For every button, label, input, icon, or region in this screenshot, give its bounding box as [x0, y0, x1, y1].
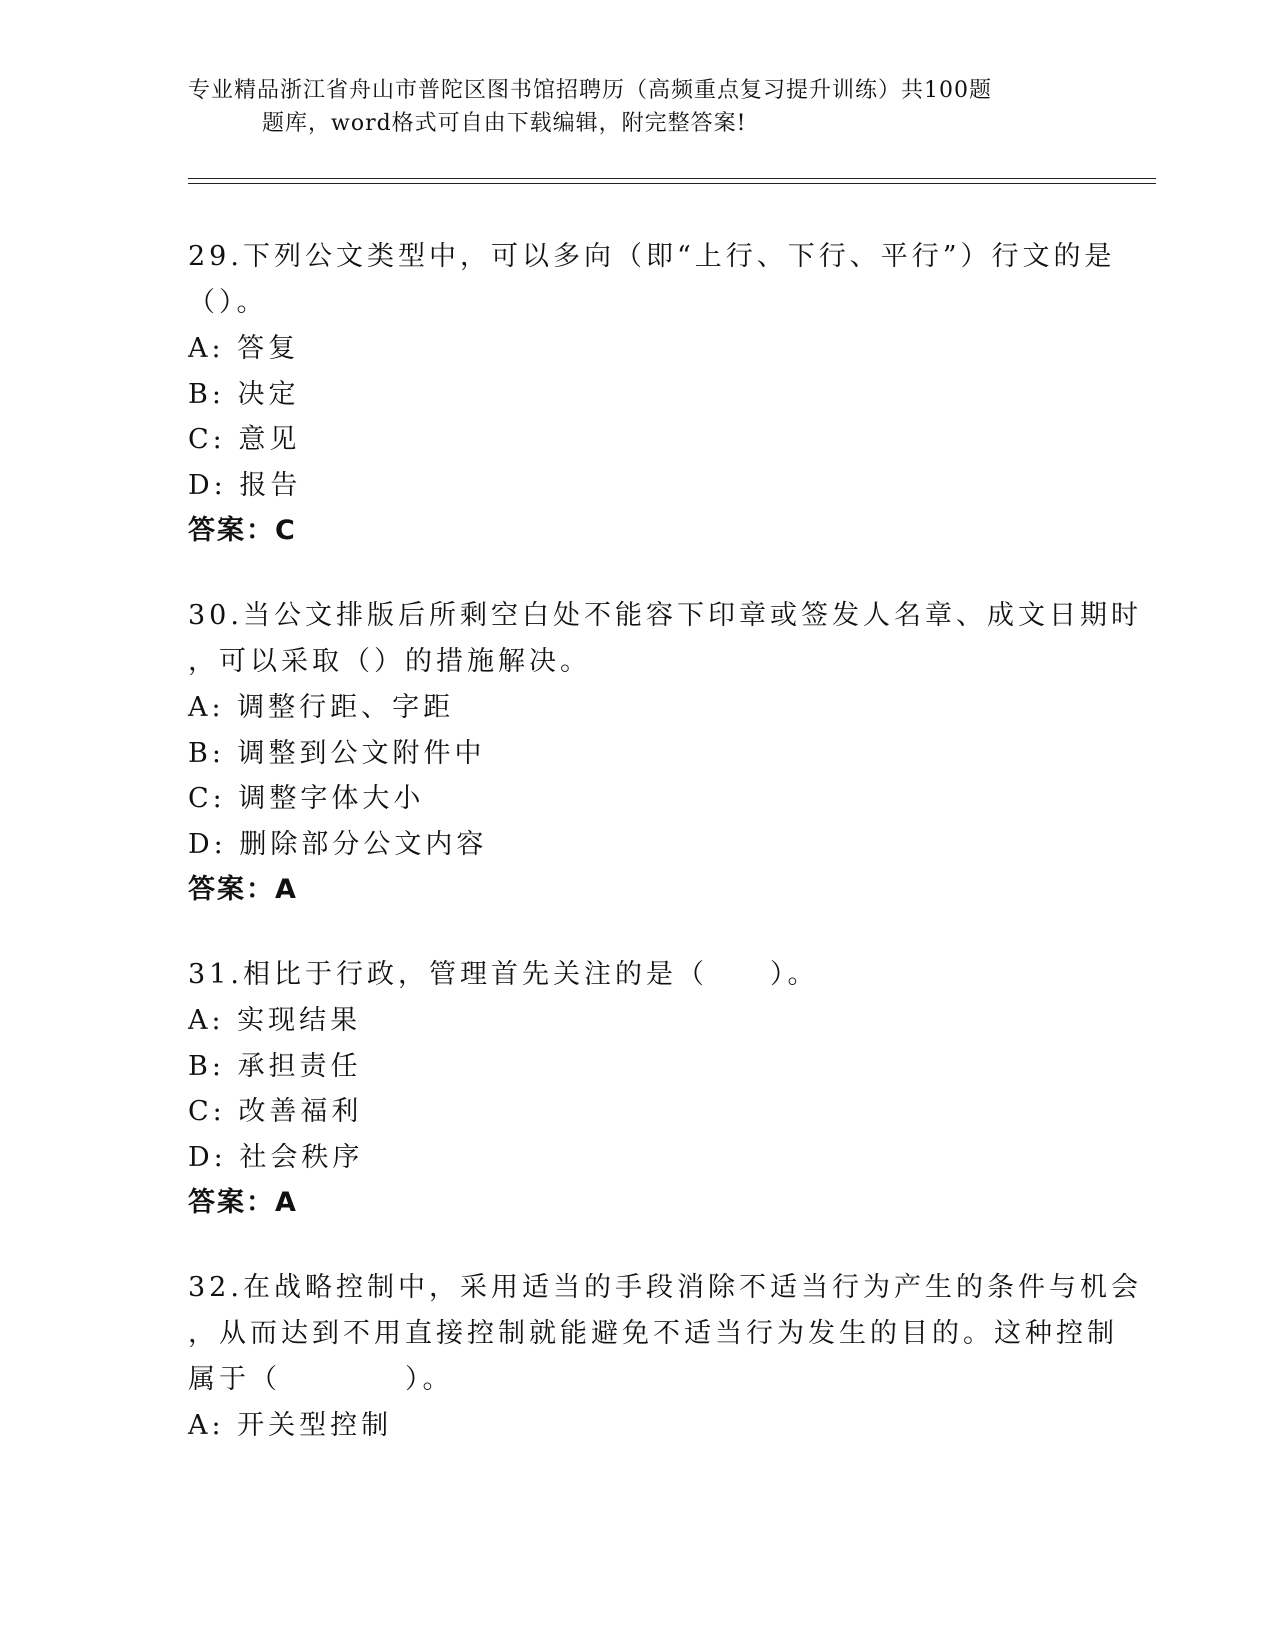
question-stem-line: ，可以采取（）的措施解决。 [188, 646, 591, 677]
answer-key: 答案：A [188, 1187, 298, 1218]
answer-option: A: 开关型控制 [188, 1410, 393, 1441]
header-divider-bottom [188, 183, 1156, 184]
question-stem-line: 属于（ ）。 [188, 1364, 454, 1395]
answer-option: A: 调整行距、字距 [188, 692, 455, 723]
answer-option: B: 承担责任 [188, 1050, 362, 1082]
header-line-2: 题库，word格式可自由下载编辑，附完整答案! [262, 111, 747, 136]
question-block [188, 952, 1088, 1226]
question-stem-line: （）。 [188, 287, 268, 318]
question-block [188, 1265, 1142, 1449]
question-block [188, 593, 1142, 913]
answer-option: D: 报告 [188, 469, 302, 501]
question-block [188, 234, 1116, 554]
question-stem-line: 31.相比于行政，管理首先关注的是（ ）。 [188, 959, 819, 990]
answer-key: 答案：C [188, 515, 297, 546]
answer-option: D: 社会秩序 [188, 1141, 364, 1173]
answer-option: B: 决定 [188, 378, 300, 410]
header-line-1: 专业精品浙江省舟山市普陀区图书馆招聘历（高频重点复习提升训练）共100题 [188, 78, 992, 103]
document-header [188, 74, 1088, 140]
answer-option: A: 实现结果 [188, 1005, 362, 1036]
question-stem-line: 29.下列公文类型中，可以多向（即“上行、下行、平行”）行文的是 [188, 241, 1116, 272]
answer-option: D: 删除部分公文内容 [188, 828, 488, 860]
answer-option: C: 调整字体大小 [188, 783, 425, 814]
answer-option: A: 答复 [188, 333, 300, 364]
question-list [188, 234, 1142, 1488]
answer-option: C: 改善福利 [188, 1096, 363, 1127]
question-stem-line: ，从而达到不用直接控制就能避免不适当行为发生的目的。这种控制 [188, 1318, 1118, 1349]
question-stem-line: 30.当公文排版后所剩空白处不能容下印章或签发人名章、成文日期时 [188, 600, 1142, 631]
answer-key: 答案：A [188, 874, 298, 905]
answer-option: B: 调整到公文附件中 [188, 737, 486, 769]
answer-option: C: 意见 [188, 424, 301, 455]
question-stem-line: 32.在战略控制中，采用适当的手段消除不适当行为产生的条件与机会 [188, 1272, 1142, 1303]
header-divider-top [188, 178, 1156, 179]
